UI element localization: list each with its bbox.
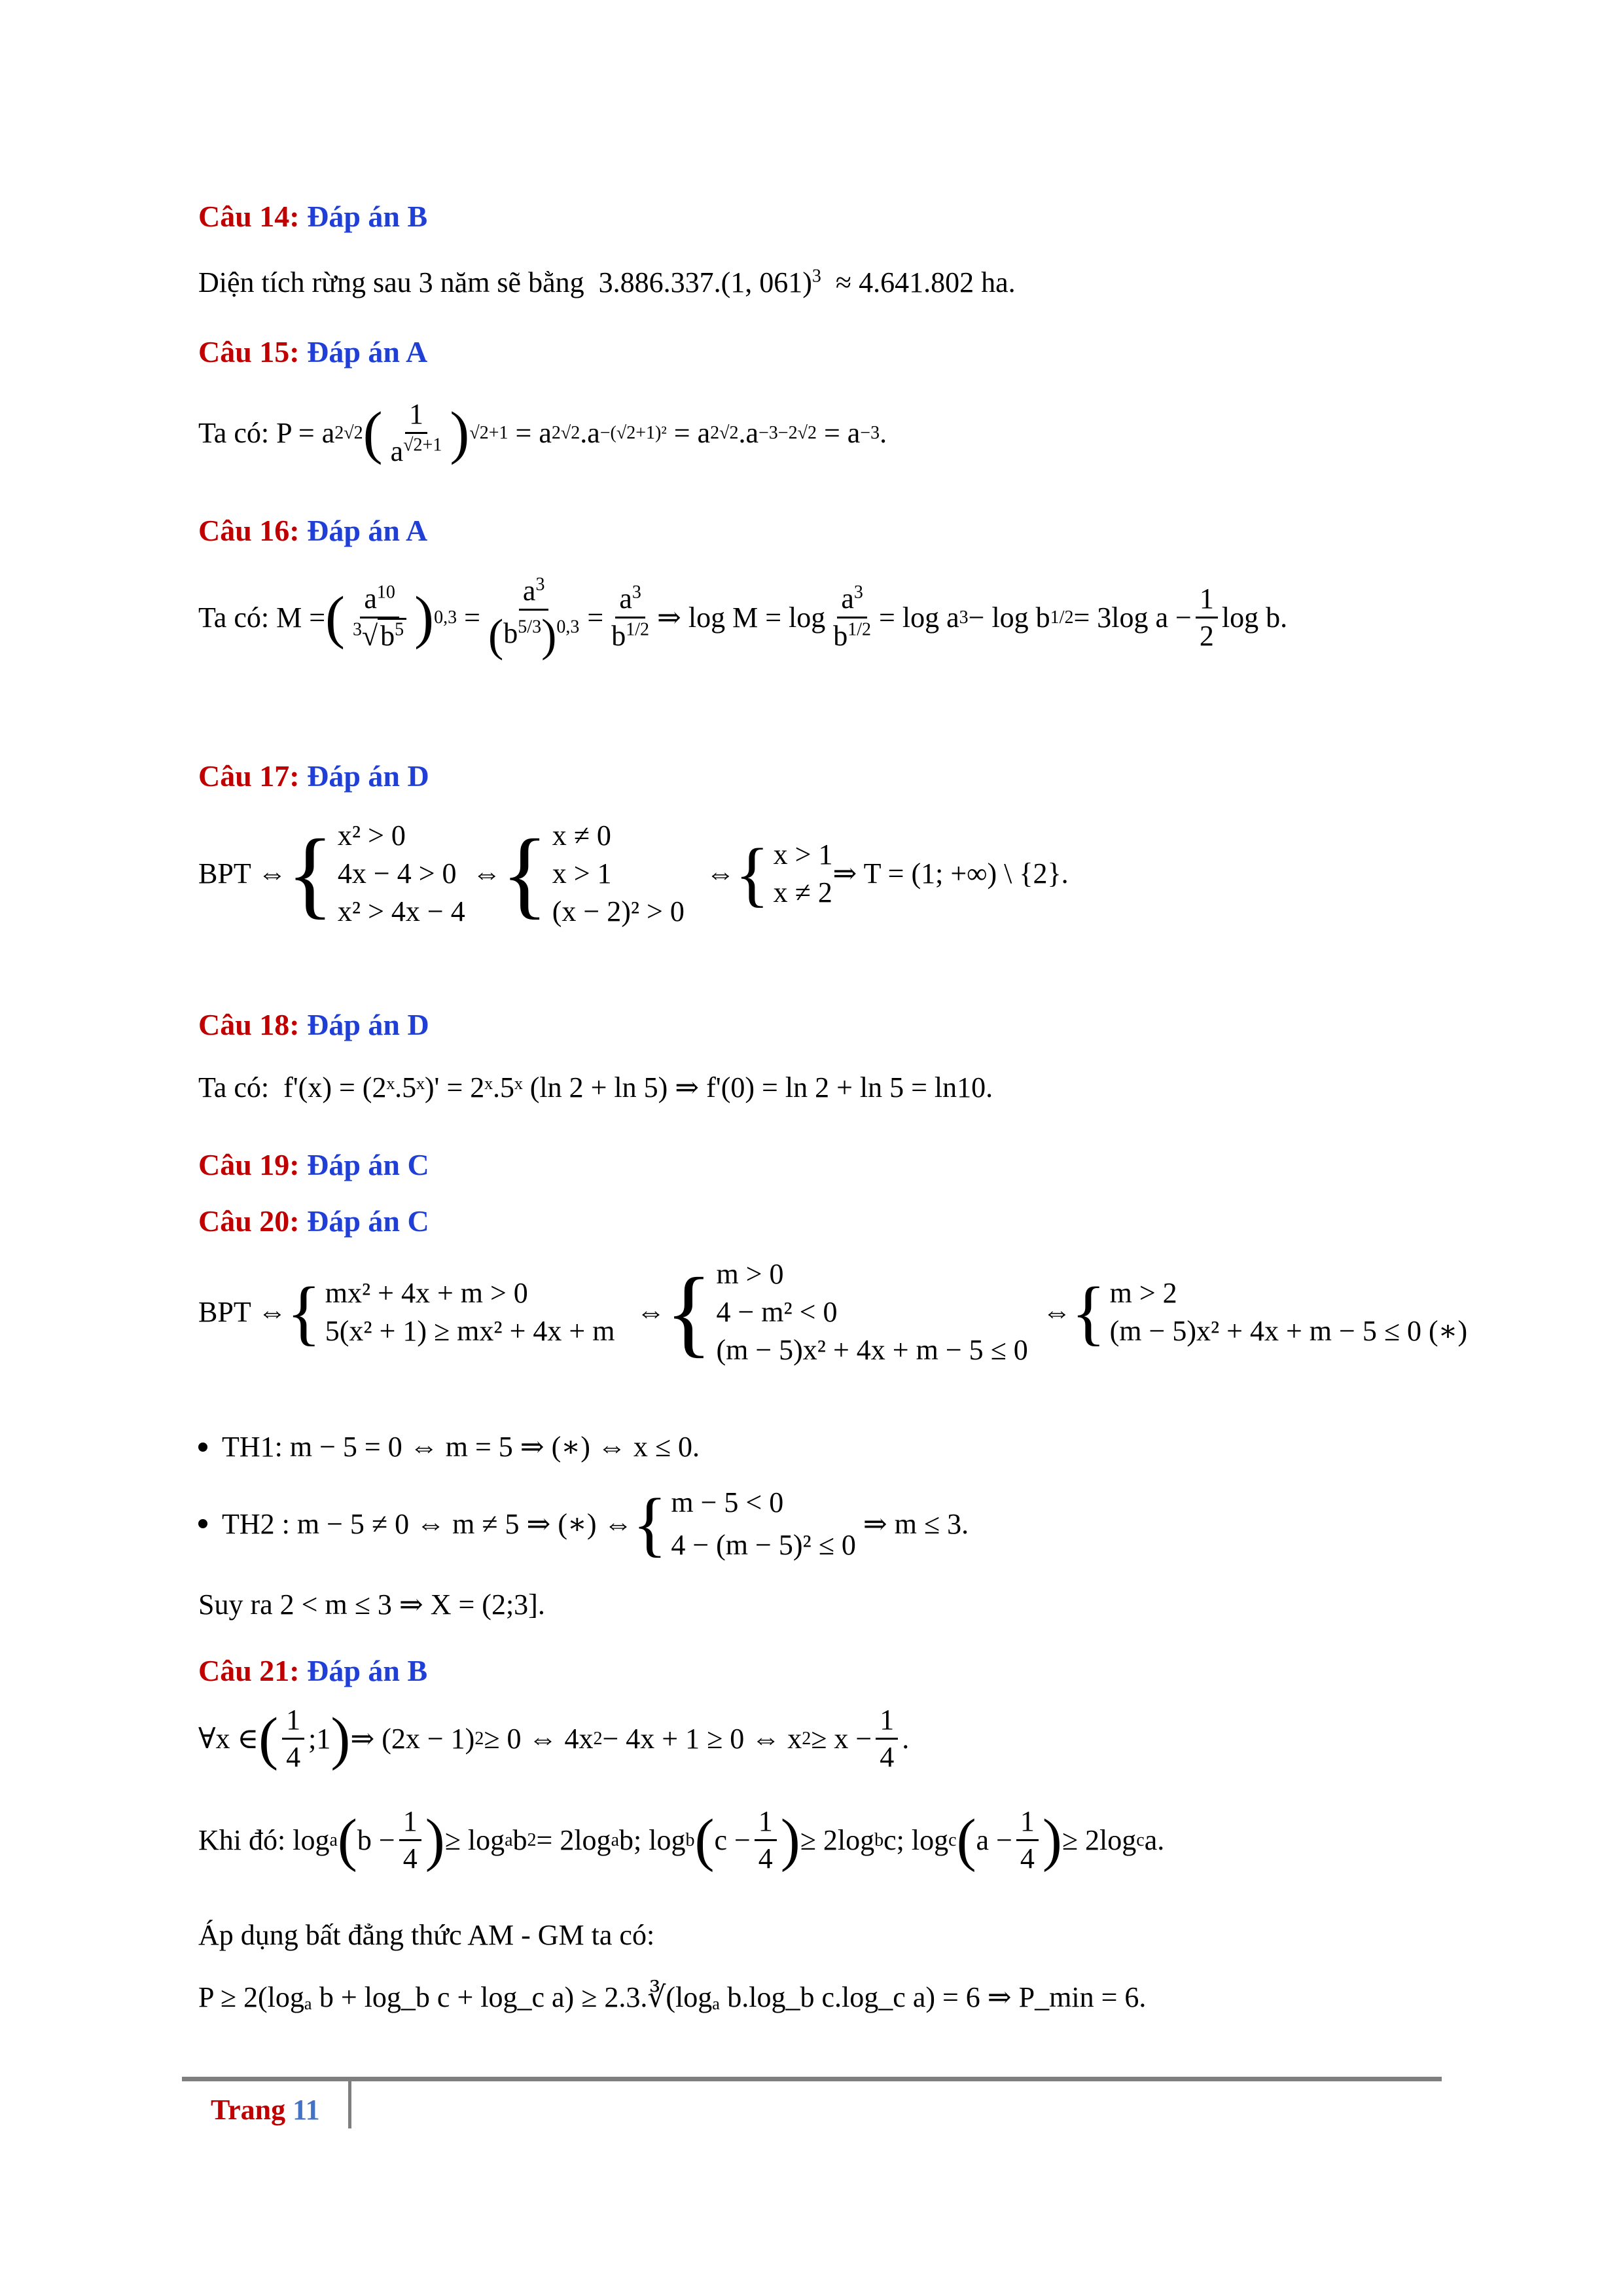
c20-system-1: { mx² + 4x + m > 0 5(x² + 1) ≥ mx² + 4x + m bbox=[286, 1272, 615, 1352]
section-heading-21: Câu 21: Đáp án B bbox=[198, 1654, 428, 1687]
c21-line-2: Khi đó: log a ( b − $\frac{1}{4}$ ) ≥ log a b 2 = 2log a b; log b ( c − $\frac{1}{4}$ ) ≥ 2log b c; log c ( a − $\frac{1}{4}$ ) ≥ 2log c a. bbox=[198, 1805, 1165, 1875]
c17-formula: BPT ⇔ { x² > 0 4x − 4 > 0 x² > 4x − 4 ⇔ { x ≠ 0 x > 1 (x − 2)² > 0 ⇔ { x > 1 x ≠ 2 ⇒ T = (1; +∞) \ {2}. bbox=[198, 819, 1069, 928]
c14-statement: Diện tích rừng sau 3 năm sẽ bằng 3.886.337.(1, 061)$^3$ ≈ 4.641.802 ha. bbox=[198, 266, 1016, 298]
section-heading-16: Câu 16: Đáp án A bbox=[198, 514, 428, 547]
c21-amgm: Áp dụng bất đẳng thức AM - GM ta có: bbox=[198, 1919, 655, 1951]
th2-bullet: TH2 : m − 5 ≠ 0 ⇔ m ≠ 5 ⇒ (∗) ⇔ { m − 5 < 0 4 − (m − 5)² ≤ 0 ⇒ m ≤ 3. bbox=[198, 1486, 969, 1562]
c15-math: P = a 2√2 ( $\frac{1}{a^{√2+1}}$ ) √2+1 = a 2√2 .a −(√2+1)² = a 2√2 .a −3−2√2 = a −3 . bbox=[276, 398, 887, 468]
c17-system-3: { x > 1 x ≠ 2 bbox=[734, 834, 833, 914]
c20-formula: BPT ⇔ { mx² + 4x + m > 0 5(x² + 1) ≥ mx² + 4x + m ⇔ { m > 0 4 − m² < 0 (m − 5)x² + 4x + m − 5 ≤ 0 ⇔ { m > 2 (m − 5)x² + 4x + m − 5 ≤ 0 (∗) bbox=[198, 1258, 1468, 1367]
section-heading-15: Câu 15: Đáp án A bbox=[198, 335, 428, 368]
section-heading-20: Câu 20: Đáp án C bbox=[198, 1204, 429, 1238]
th2-system: { m − 5 < 0 4 − (m − 5)² ≤ 0 bbox=[632, 1484, 856, 1564]
bullet-dot-icon bbox=[198, 1443, 207, 1452]
footer-rule bbox=[182, 2077, 1442, 2081]
c20-system-2: { m > 0 4 − m² < 0 (m − 5)x² + 4x + m − 5 ≤ 0 bbox=[665, 1258, 1028, 1367]
section-heading-17: Câu 17: Đáp án D bbox=[198, 759, 429, 793]
c21-line-1: ∀x ∈ ( $\frac{1}{4}$ ;1 ) ⇒ (2x − 1) 2 ≥ 0 ⇔ 4x 2 − 4x + 1 ≥ 0 ⇔ x 2 ≥ x − $\frac{1}{4}$ . bbox=[198, 1704, 910, 1774]
c20-conclusion: Suy ra 2 < m ≤ 3 ⇒ X = (2;3]. bbox=[198, 1588, 545, 1621]
section-heading-19: Câu 19: Đáp án C bbox=[198, 1148, 429, 1181]
c20-system-3: { m > 2 (m − 5)x² + 4x + m − 5 ≤ 0 (∗) bbox=[1071, 1272, 1468, 1352]
page-number: Trang 11 bbox=[211, 2094, 320, 2126]
c21-final: P ≥ 2(logₐ b + log_b c + log_c a) ≥ 2.3.∛(logₐ b.log_b c.log_c a) = 6 ⇒ P_min = 6. bbox=[198, 1981, 1147, 2013]
c16-formula: Ta có: M = ( $\frac{a^{10}}{^3√b^5}$ ) 0,3 = $\frac{a^3}{(b^{5/3})^{0,3}}$ = $\frac{a^3}{b^{1/2}}$ ⇒ log M = log $\frac{a^3}{b^{1/2}}$ = log a 3 − log b 1/2 = 3log a − $\frac{1}{2}$ log b. bbox=[198, 574, 1288, 662]
footer-divider bbox=[348, 2081, 351, 2128]
c18-formula: Ta có: f'(x) = (2ˣ.5ˣ)' = 2ˣ.5ˣ (ln 2 + ln 5) ⇒ f'(0) = ln 2 + ln 5 = ln10. bbox=[198, 1071, 993, 1103]
c16-math: M = ( $\frac{a^{10}}{^3√b^5}$ ) 0,3 = $\frac{a^3}{(b^{5/3})^{0,3}}$ = $\frac{a^3}{b^{1/2}}$ ⇒ log M = log $\frac{a^3}{b^{1/2}}$ = log a 3 − log b 1/2 = 3log a − $\frac{1}{2}$ log b. bbox=[276, 574, 1288, 662]
c15-formula: Ta có: P = a 2√2 ( $\frac{1}{a^{√2+1}}$ ) √2+1 = a 2√2 .a −(√2+1)² = a 2√2 .a −3−2√2 = a −3 . bbox=[198, 398, 887, 468]
bullet-dot-icon bbox=[198, 1519, 207, 1528]
th1-bullet: TH1: m − 5 = 0 ⇔ m = 5 ⇒ (∗) ⇔ x ≤ 0. bbox=[198, 1430, 700, 1463]
c17-system-1: { x² > 0 4x − 4 > 0 x² > 4x − 4 bbox=[286, 819, 465, 928]
section-heading-18: Câu 18: Đáp án D bbox=[198, 1008, 429, 1041]
c17-system-2: { x ≠ 0 x > 1 (x − 2)² > 0 bbox=[501, 819, 685, 928]
section-heading-14: Câu 14: Đáp án B bbox=[198, 200, 428, 233]
